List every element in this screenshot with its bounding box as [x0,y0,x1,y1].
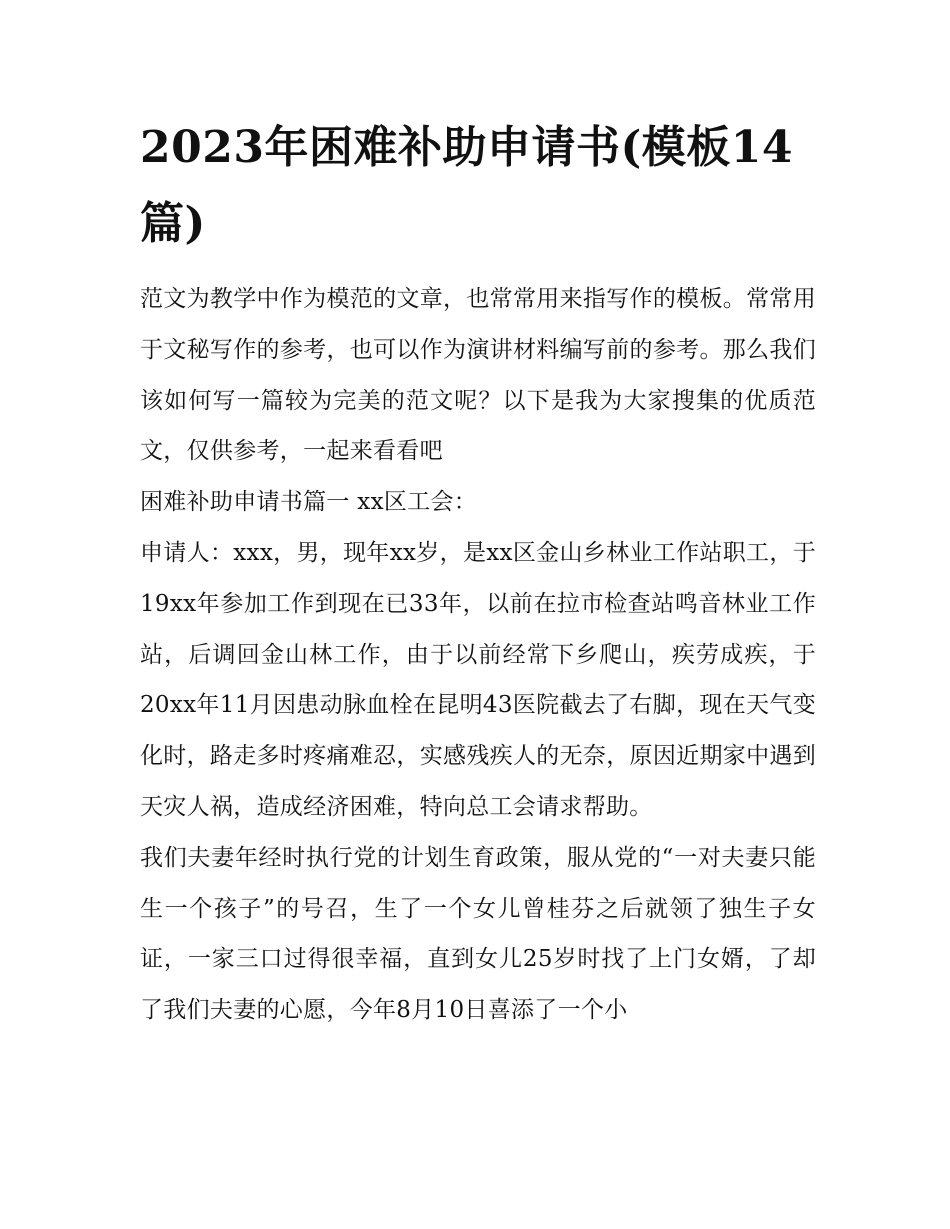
document-title: 2023年困难补助申请书(模板14篇) [140,122,794,249]
family-paragraph: 我们夫妻年经时执行党的计划生育政策，服从党的“一对夫妻只能生一个孩子”的号召，生了一个女儿曾桂芬之后就领了独生子女证，一家三口过得很幸福，直到女儿25岁时找了上门女婿，了却了我们夫妻的心愿，今年8月10日喜添了一个小 [140,844,816,1024]
document-page [140,110,816,1036]
applicant-paragraph: 申请人：xxx，男，现年xx岁，是xx区金山乡林业工作站职工，于19xx年参加工作到现在已33年，以前在拉市检查站鸣音林业工作站，后调回金山林工作，由于以前经常下乡爬山，疾劳成疾，于20xx年11月因患动脉血栓在昆明43医院截去了右脚，现在天气变化时，路走多时疼痛难忍，实感残疾人的无奈，原因近期家中遇到天灾人祸，造成经济困难，特向总工会请求帮助。 [140,539,816,820]
intro-paragraph: 范文为教学中作为模范的文章，也常常用来指写作的模板。常常用于文秘写作的参考，也可以作为演讲材料编写前的参考。那么我们该如何写一篇较为完美的范文呢？以下是我为大家搜集的优质范文，仅供参考，一起来看看吧 [140,286,816,465]
section-heading-paragraph: 困难补助申请书篇一 xx区工会： [140,489,478,516]
